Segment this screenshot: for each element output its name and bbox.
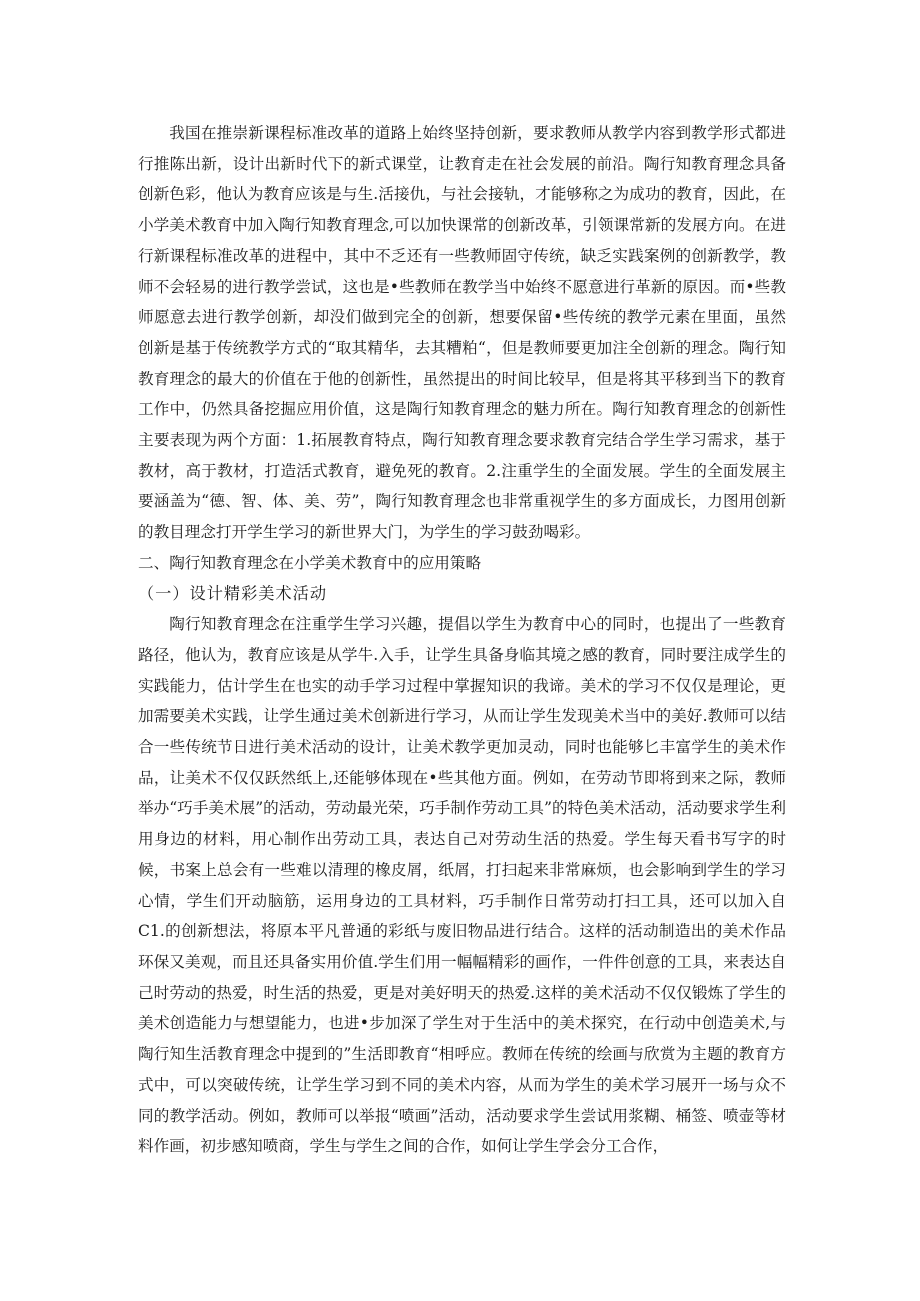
subsection-heading: （一）设计精彩美术活动 bbox=[138, 583, 328, 603]
document-body bbox=[138, 118, 786, 1162]
section-heading: 二、陶行知教育理念在小学美术教育中的应用策略 bbox=[138, 553, 482, 572]
body-paragraph-1: 我国在推崇新课程标准改革的道路上始终坚持创新，要求教师从教学内容到教学形式都进行推陈出新，设计出新时代下的新式课堂，让教育走在社会发展的前沿。陶行知教育理念具备创新色彩，他认为教育应该是与生.活接仇，与社会接轨，才能够称之为成功的教育，因此，在小学美术教育中加入陶行知教育理念,可以加快课常的创新改革，引领课常新的发展方向。在进行新课程标准改革的进程中，其中不乏还有一些教师固守传统，缺乏实践案例的创新教学，教师不会轻易的进行教学尝试，这也是•些教师在教学当中始终不愿意进行革新的原因。而•些教师愿意去进行教学创新，却没们做到完全的创新，想要保留•些传统的教学元素在里面，虽然创新是基于传统教学方式的“取其精华，去其糟粕“，但是教师要更加注全创新的理念。陶行知教育理念的最大的价值在于他的创新性，虽然提出的时间比较早，但是将其平移到当下的教育工作中，仍然具备挖掘应用价值，这是陶行知教育理念的魅力所在。陶行知教育理念的创新性主要表现为两个方面：1.拓展教育特点，陶行知教育理念要求教育完结合学生学习需求，基于教材，高于教材，打造活式教育，避免死的教育。2.注重学生的全面发展。学生的全面发展主要涵盖为“德、智、体、美、劳”，陶行知教育理念也非常重视学生的多方面成长，力图用创新的教目理念打开学生学习的新世界大门，为学生的学习鼓劲喝彩。 bbox=[138, 124, 786, 542]
body-paragraph-2: 陶行知教育理念在注重学生学习兴趣，提倡以学生为教育中心的同时，也提出了一些教育路径，他认为，教育应该是从学牛.入手，让学生具备身临其境之感的教育，同时要注成学生的实践能力，估计学生在也实的动手学习过程中掌握知识的我谛。美术的学习不仅仅是理论，更加需要美术实践，让学生通过美术创新进行学习，从而让学生发现美术当中的美好.教师可以结合一些传统节日进行美术活动的设计，让美术教学更加灵动，同时也能够匕丰富学生的美术作品，让美术不仅仅跃然纸上,还能够体现在•些其他方面。例如，在劳动节即将到来之际，教师举办“巧手美术展”的活动，劳动最光荣，巧手制作劳动工具”的特色美术活动，活动要求学生利用身边的材料，用心制作出劳动工具，表达自己对劳动生活的热爱。学生每天看书写字的时候，书案上总会有一些难以清理的橡皮屑，纸屑，打扫起来非常麻烦，也会影响到学生的学习心情，学生们开动脑筋，运用身边的工具材料，巧手制作日常劳动打扫工具，还可以加入自C1.的创新想法，将原本平凡普通的彩纸与废旧物品进行结合。这样的活动制造出的美术作品环保又美观，而且还具备实用价值.学生们用一幅幅精彩的画作，一件件创意的工具，来表达自己时劳动的热爱，时生活的热爱，更是对美好明天的热爱.这样的美术活动不仅仅锻炼了学生的美术创造能力与想望能力，也进•步加深了学生对于生活中的美术探究，在行动中创造美术,与陶行知生活教育理念中提到的”生活即教育“相呼应。教师在传统的绘画与欣赏为主题的教育方式中，可以突破传统，让学生学习到不同的美术内容，从而为学生的美术学习展开一场与众不同的教学活动。例如，教师可以举报“喷画”活动，活动要求学生尝试用浆糊、桶签、喷壶等材料作画，初步感知喷商，学生与学生之间的合作，如何让学生学会分工合作， bbox=[138, 615, 786, 1156]
